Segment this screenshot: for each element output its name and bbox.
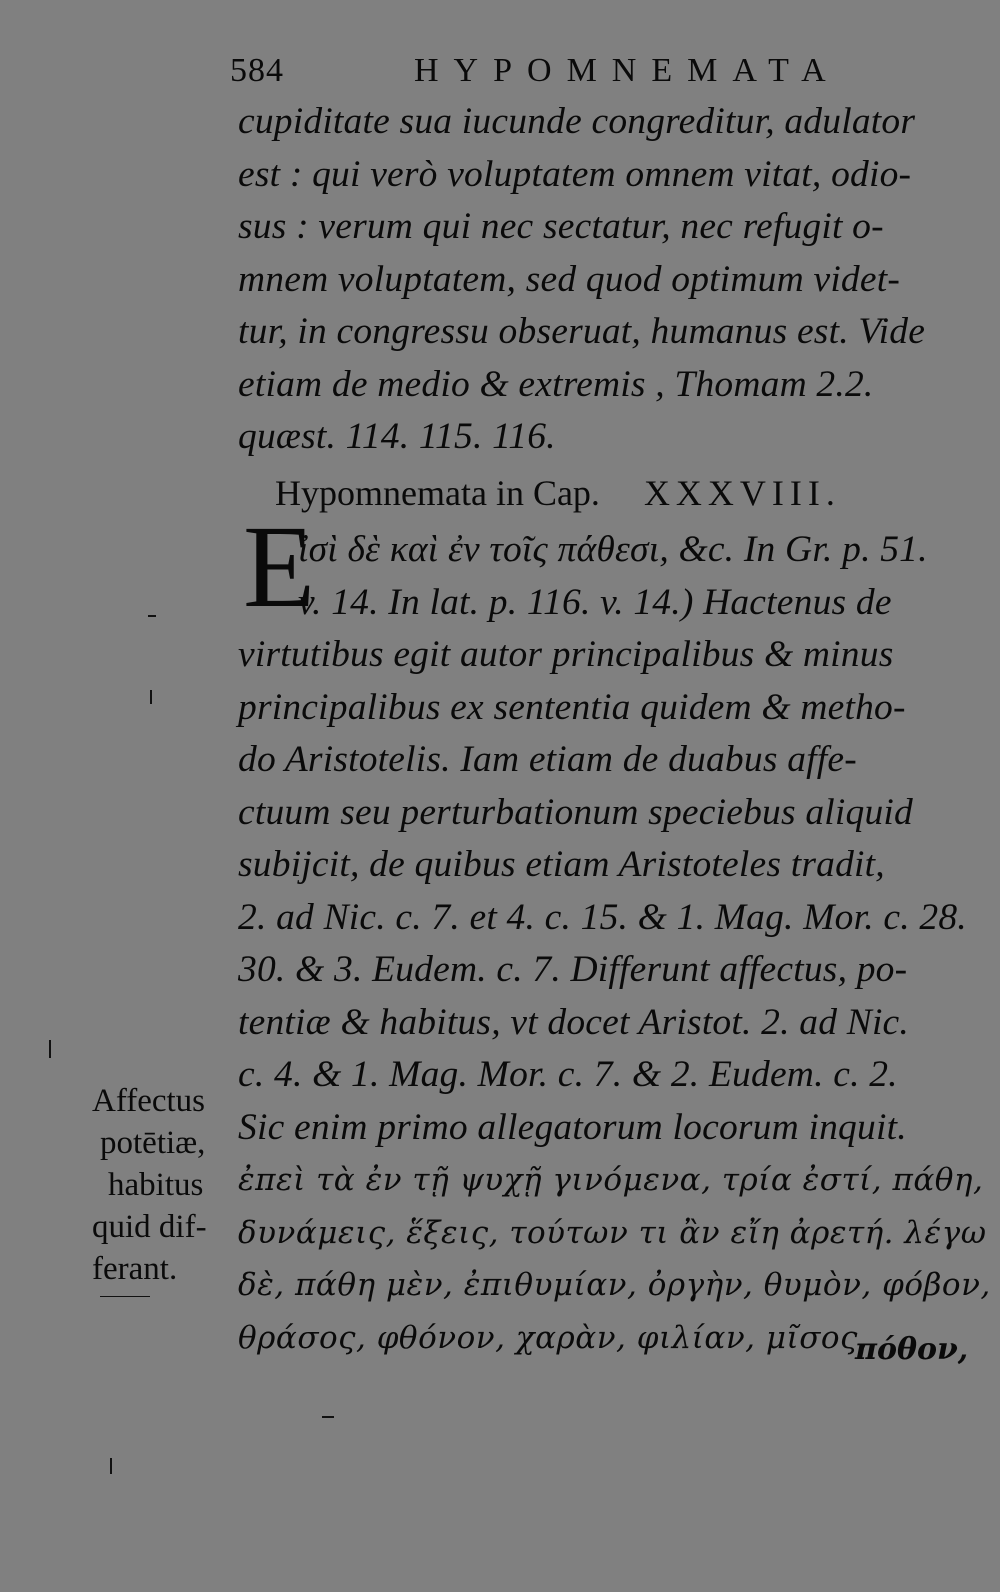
scan-speck: [100, 1296, 150, 1297]
text-line: tentiæ & habitus, vt docet Aristot. 2. ad Nic.: [238, 1001, 909, 1043]
text-line: θράσος, φθόνον, χαρὰν, φιλίαν, μῖσος,: [238, 1319, 869, 1356]
chapter-number: XXXVIII.: [643, 473, 841, 513]
margin-note-line: habitus: [108, 1167, 204, 1203]
margin-note: [92, 1080, 242, 1290]
text-line: ctuum seu perturbationum speciebus aliquid: [238, 791, 913, 833]
text-line: quæst. 114. 115. 116.: [238, 416, 556, 457]
text-line: etiam de medio & extremis , Thomam 2.2.: [238, 363, 874, 405]
text-line: δυνάμεις, ἕξεις, τούτων τι ἂν εἴη ἀρετή. λέγω: [238, 1214, 987, 1251]
chapter-heading: [275, 472, 841, 514]
text-line: sus : verum qui nec sectatur, nec refugit o-: [238, 206, 884, 247]
drop-cap-initial: E: [243, 501, 316, 632]
scan-speck: [110, 1458, 112, 1474]
text-line: ἐπεὶ τὰ ἐν τῇ ψυχῇ γινόμενα, τρία ἐστί, πάθη,: [238, 1162, 984, 1198]
running-head: [230, 44, 841, 96]
text-line: c. 4. & 1. Mag. Mor. c. 7. & 2. Eudem. c. 2.: [238, 1054, 898, 1095]
text-line: 2. ad Nic. c. 7. et 4. c. 15. & 1. Mag. Mor. c. 28.: [238, 896, 967, 938]
text-line: tur, in congressu obseruat, humanus est. Vide: [238, 311, 926, 352]
text-line: v. 14. In lat. p. 116. v. 14.) Hactenus de: [298, 581, 892, 623]
catchword: πόθον,: [855, 1332, 969, 1367]
text-line: 30. & 3. Eudem. c. 7. Differunt affectus, po-: [238, 949, 908, 990]
text-line: est : qui verò voluptatem omnem vitat, odio-: [238, 153, 912, 195]
margin-note-line: ferant.: [92, 1251, 178, 1287]
text-line: virtutibus egit autor principalibus & minus: [238, 634, 894, 675]
margin-note-line: potētiæ,: [100, 1125, 206, 1161]
scan-speck: [150, 690, 152, 704]
scan-speck: [49, 1040, 51, 1058]
text-line: ἰσὶ δὲ καὶ ἐν τοῖς πάθεσι, &c. In Gr. p. 51.: [298, 529, 928, 570]
text-line: principalibus ex sententia quidem & metho-: [238, 686, 906, 728]
text-line: subijcit, de quibus etiam Aristoteles tradit,: [238, 844, 885, 885]
body-paragraph: [238, 524, 991, 1364]
page-number: 584: [230, 52, 284, 89]
text-line: Sic enim primo allegatorum locorum inquit.: [238, 1106, 907, 1148]
text-line: mnem voluptatem, sed quod optimum videt-: [238, 258, 901, 300]
running-title: HYPOMNEMATA: [414, 52, 841, 89]
scan-speck: [148, 615, 156, 617]
margin-note-line: Affectus: [92, 1083, 206, 1119]
text-line: do Aristotelis. Iam etiam de duabus affe-: [238, 739, 857, 780]
chapter-heading-prefix: Hypomnemata in Cap.: [275, 473, 600, 513]
top-paragraph: [238, 96, 958, 464]
scan-speck: [322, 1416, 334, 1418]
margin-note-line: quid dif-: [92, 1209, 207, 1245]
text-line: δὲ, πάθη μὲν, ἐπιθυμίαν, ὀργὴν, θυμὸν, φόβον,: [238, 1267, 991, 1303]
text-line: cupiditate sua iucunde congreditur, adulator: [238, 101, 916, 142]
